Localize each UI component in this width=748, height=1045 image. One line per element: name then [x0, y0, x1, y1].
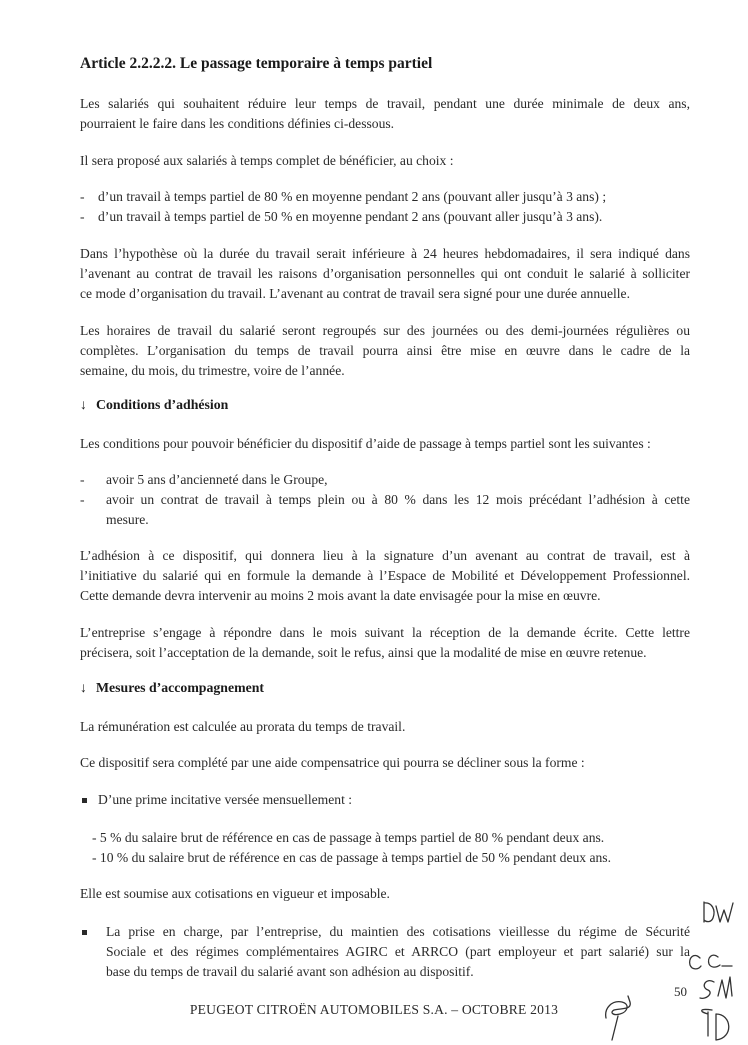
sub-list-item: - 10 % du salaire brut de référence en cas de passage à temps partiel de 50 % pendant deux ans.: [92, 850, 611, 865]
section-heading-label: Conditions d’adhésion: [96, 397, 229, 412]
paragraph-line: pourraient le faire dans les conditions définies ci-dessous.: [80, 116, 395, 131]
paragraph-line: Dans l’hypothèse où la durée du travail serait inférieure à 24 heures hebdomadaires, il sera indiqué dans: [80, 246, 690, 261]
list-item: d’un travail à temps partiel de 50 % en moyenne pendant 2 ans (pouvant aller jusqu’à 3 ans).: [98, 209, 603, 224]
section-heading-label: Mesures d’accompagnement: [96, 680, 264, 695]
bullet-item: La prise en charge, par l’entreprise, du maintien des cotisations vieillesse du régime de Sécurité: [106, 924, 690, 939]
dash-bullet: -: [80, 189, 85, 204]
square-bullet-icon: [82, 798, 87, 803]
paragraph-line: Elle est soumise aux cotisations en vigueur et imposable.: [80, 886, 390, 901]
document-footer: PEUGEOT CITROËN AUTOMOBILES S.A. – OCTOBRE 2013: [189, 1002, 559, 1017]
bullet-item: base du temps de travail du salarié avant son adhésion au dispositif.: [106, 964, 474, 979]
dash-bullet: -: [80, 472, 85, 487]
paragraph-line: Cette demande devra intervenir au moins 2 mois avant la date envisagée pour la mise en œuvre.: [80, 588, 601, 603]
list-item: avoir un contrat de travail à temps plein ou à 80 % dans les 12 mois précédant l’adhésion à cette: [106, 492, 690, 507]
paragraph-line: La rémunération est calculée au prorata du temps de travail.: [80, 719, 406, 734]
article-title: Article 2.2.2.2. Le passage temporaire à temps partiel: [80, 55, 433, 72]
list-item-continuation: mesure.: [106, 512, 149, 527]
paragraph-line: l’avenant au contrat de travail les raisons d’organisation personnelles qui ont conduit le salarié à solliciter: [80, 266, 690, 281]
paragraph-line: Ce dispositif sera complété par une aide compensatrice qui pourra se décliner sous la forme :: [80, 755, 585, 770]
dash-bullet: -: [80, 492, 85, 507]
paragraph-line: semaine, du mois, du trimestre, voire de l’année.: [80, 363, 345, 378]
dash-bullet: -: [80, 209, 85, 224]
paragraph-line: ce mode d’organisation du travail. L’avenant au contrat de travail sera signé pour une durée annuelle.: [80, 286, 630, 301]
paragraph-line: complètes. L’organisation du temps de travail pourra ainsi être mise en œuvre dans le cadre de la: [80, 343, 690, 358]
arrow-down-icon: ↓: [80, 397, 87, 412]
paragraph-line: Les horaires de travail du salarié seront regroupés sur des journées ou des demi-journées régulières ou: [80, 323, 690, 338]
square-bullet-icon: [82, 930, 87, 935]
paragraph-line: l’initiative du salarié qui en formule la demande à l’Espace de Mobilité et Développement Professionnel.: [80, 568, 690, 583]
paragraph-line: Il sera proposé aux salariés à temps complet de bénéficier, au choix :: [80, 153, 454, 168]
sub-list-item: - 5 % du salaire brut de référence en cas de passage à temps partiel de 80 % pendant deux ans.: [92, 830, 605, 845]
section-heading: [80, 397, 228, 413]
paragraph-line: L’entreprise s’engage à répondre dans le mois suivant la réception de la demande écrite. Cette lettre: [80, 625, 690, 640]
section-heading: [80, 680, 264, 696]
paragraph-line: L’adhésion à ce dispositif, qui donnera lieu à la signature d’un avenant au contrat de travail, est à: [80, 548, 690, 563]
list-item: avoir 5 ans d’ancienneté dans le Groupe,: [106, 472, 328, 487]
list-item: d’un travail à temps partiel de 80 % en moyenne pendant 2 ans (pouvant aller jusqu’à 3 ans) ;: [98, 189, 607, 204]
bullet-item: D’une prime incitative versée mensuellement :: [98, 792, 353, 807]
bullet-item: Sociale et des régimes complémentaires AGIRC et ARRCO (part employeur et part salarié) sur la: [106, 944, 690, 959]
paragraph-line: Les conditions pour pouvoir bénéficier du dispositif d’aide de passage à temps partiel sont les suivantes :: [80, 436, 651, 451]
page-number: 50: [674, 984, 687, 999]
paragraph-line: précisera, soit l’acceptation de la demande, soit le refus, ainsi que la modalité de mise en œuvre retenue.: [80, 645, 647, 660]
paragraph-line: Les salariés qui souhaitent réduire leur temps de travail, pendant une durée minimale de deux ans,: [80, 96, 690, 111]
arrow-down-icon: ↓: [80, 680, 87, 695]
